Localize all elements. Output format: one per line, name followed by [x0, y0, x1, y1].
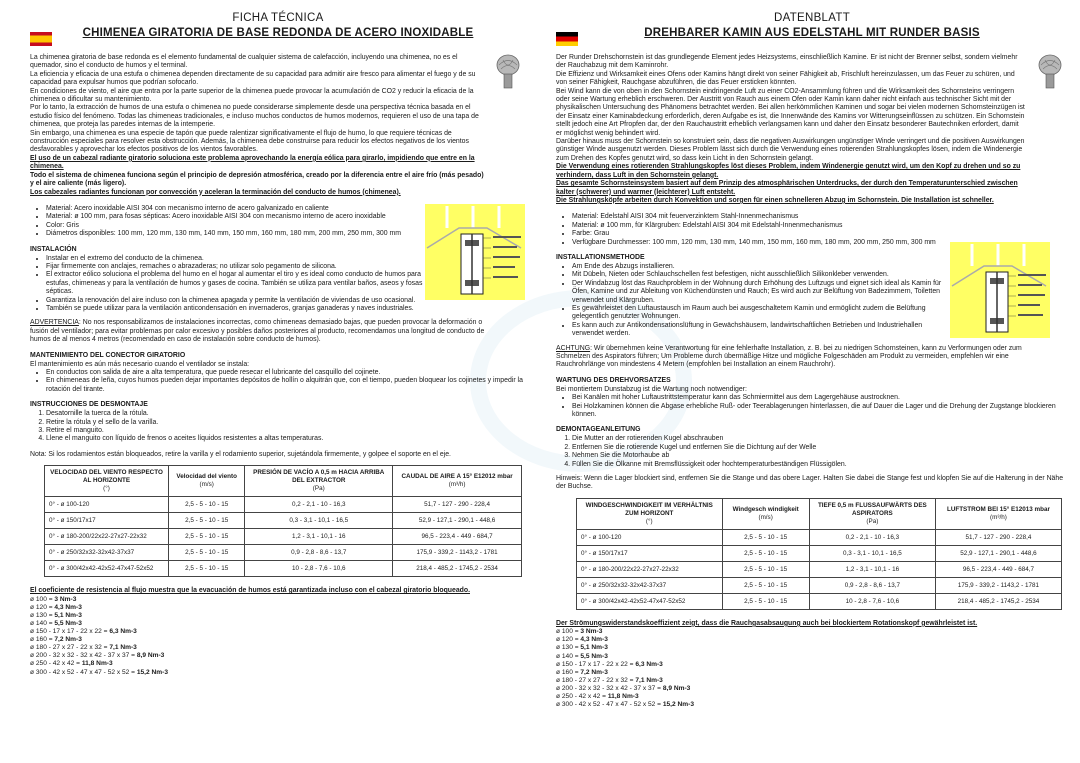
- maintenance-item: • Bei Holzkaminen können die Abgase erhebliche Ruß- oder Teerablagerungen hinterlassen, die auf Dauer die Lager und die Drehung der Zugstange blockieren können.: [572, 403, 1068, 420]
- maintenance-intro: Bei montiertem Dunstabzug ist die Wartung noch notwendiger:: [556, 385, 747, 393]
- coefficient-item: ø 150 - 17 x 17 - 22 x 22 = 6,3 Nm-3: [556, 660, 663, 668]
- install-item: • Der Windabzug löst das Rauchproblem in der Wohnung durch Erhöhung des Luftzugs und eignet sich ideal als Kamin für Öfen, Kamine und zur Ableitung von Küchendünsten und Rauch; Es wird auch zur Belüftung von Badezimmern, Toiletten verwendet und Klärgruben.: [572, 280, 952, 305]
- coefficient-item: ø 150 - 17 x 17 - 22 x 22 = 6,3 Nm-3: [30, 628, 137, 636]
- table-row: 0° - ø 150/17x17 2,5 - 5 - 10 - 15 0,3 - 3,1 - 10,1 - 16,5 52,9 - 127,1 - 290,1 - 448,6: [45, 513, 522, 529]
- disassembly-step: 2. Retire la rótula y el sello de la varilla.: [46, 419, 526, 427]
- coefficient-list: [30, 596, 526, 677]
- maintenance-item: • En chimeneas de leña, cuyos humos pueden dejar importantes depósitos de hollín o alquitrán que, con el tiempo, pueden bloquear los cojinetes y impedir la rotación del tirante.: [46, 377, 526, 394]
- coefficient-item: ø 200 - 32 x 32 - 32 x 42 - 37 x 37 = 8,9 Nm-3: [30, 652, 165, 660]
- german-subtitle: DREHBARER KAMIN AUS EDELSTAHL MIT RUNDER BASIS: [644, 27, 980, 39]
- spec-item: • Material: Acero inoxidable AISI 304 con mecanismo interno de acero galvanizado en caliente: [46, 205, 426, 213]
- spain-flag-icon: [30, 32, 52, 46]
- german-title: DATENBLATT: [773, 12, 851, 24]
- coefficient-item: ø 130 = 5,1 Nm-3: [556, 644, 608, 652]
- spec-item: • Farbe: Grau: [572, 230, 952, 238]
- coefficient-item: ø 300 - 42 x 52 - 47 x 47 - 52 x 52 = 15,2 Nm-3: [30, 668, 168, 676]
- maintenance-item: • En conductos con salida de aire a alta temperatura, que puede resecar el lubricante del casquillo del cojinete.: [46, 369, 526, 377]
- table-row: 0° - ø 250/32x32-32x42-37x37 2,5 - 5 - 10 - 15 0,9 - 2,8 - 8,6 - 13,7 175,9 - 339,2 - 1143,2 - 1781: [45, 545, 522, 561]
- paragraph: Die Effizienz und Wirksamkeit eines Ofens oder Kamins hängt direkt von seiner Fähigkeit ab, Frischluft hereinzulassen, um das Feuer zu schüren, und von seiner Fähigkeit, Rauchgase abzuführen, die das Feuer ersticken könnten.: [556, 70, 1015, 87]
- spanish-performance-table: [44, 465, 522, 577]
- disassembly-step: 3. Retire el manguito.: [46, 427, 526, 435]
- disassembly-title: DEMONTAGEANLEITUNG: [556, 426, 641, 434]
- disassembly-step: 4. Llene el manguito con líquido de frenos o aceites líquidos resistentes a altas temperaturas.: [46, 435, 526, 443]
- coefficient-item: ø 160 = 7,2 Nm-3: [30, 636, 82, 644]
- install-item: • El extractor eólico soluciona el problema del humo en el hogar al aumentar el tiro y es ideal como conducto de humos para estufas, chimeneas y para la ventilación de humos y gases de cocina. También se utiliza para ventilar baños, aseos y fosas sépticas.: [46, 271, 426, 296]
- bold-statement: El uso de un cabezal radiante giratorio soluciona este problema aprovechando la energía eólica para girarlo, impidiendo que entre en la chimenea.: [30, 154, 475, 171]
- coefficient-item: ø 180 - 27 x 27 - 22 x 32 = 7,1 Nm-3: [30, 644, 137, 652]
- coefficient-item: ø 100 = 3 Nm-3: [30, 595, 77, 603]
- coefficient-item: ø 200 - 32 x 32 - 32 x 42 - 37 x 37 = 8,9 Nm-3: [556, 684, 691, 692]
- coefficient-item: ø 140 = 5,5 Nm-3: [30, 619, 82, 627]
- install-item: • Garantiza la renovación del aire incluso con la chimenea apagada y permite la ventilación de viviendas de uso ocasional.: [46, 297, 426, 305]
- ventilator-photo-icon: [494, 54, 522, 90]
- install-item: • Instalar en el extremo del conducto de la chimenea.: [46, 255, 426, 263]
- coefficient-title: Der Strömungswiderstandskoeffizient zeigt, dass die Rauchgasabsaugung auch bei blockiertem Rotationskopf gewährleistet ist.: [556, 619, 978, 627]
- coefficient-item: ø 250 - 42 x 42 = 11,8 Nm-3: [30, 660, 113, 668]
- table-row: 0° - ø 100-120 2,5 - 5 - 10 - 15 0,2 - 2,1 - 10 - 16,3 51,7 - 127 - 290 - 228,4: [45, 497, 522, 513]
- coefficient-item: ø 130 = 5,1 Nm-3: [30, 611, 82, 619]
- coefficient-item: ø 140 = 5,5 Nm-3: [556, 652, 608, 660]
- note: Nota: Si los rodamientos están bloqueados, retire la varilla y el rodamiento superior, sujetándola firmemente, y golpee el soporte en el eje.: [30, 450, 451, 458]
- install-list: [556, 263, 952, 339]
- paragraph: Por lo tanto, la extracción de humos de una estufa o chimenea no puede considerarse simplemente desde una perspectiva técnica basada en el estudio físico del fenómeno. Todas las chimeneas tradicionales, e incluso muchos conductos de humos modernos, requieren el uso de una tapa de chimenea, que proteja las paredes internas de la intemperie.: [30, 104, 479, 129]
- spanish-subtitle: CHIMENEA GIRATORIA DE BASE REDONDA DE ACERO INOXIDABLE: [82, 27, 474, 39]
- maintenance-list: [30, 369, 526, 394]
- warning-text: : Wir übernehmen keine Verantwortung für eine fehlerhafte Installation, z. B. bei zu niedrigen Schornsteinen, kann zu Verformungen oder zum Schmelzen des Aspirators führen; Um Probleme durch übermäßige Hitze und mögliche Folgeschäden am Produkt zu vermeiden, empfehlen wir eine Rauchrohrlänge von mindestens 4 Metern (empfohlen bei Installation an einem Rauchrohr).: [556, 344, 1022, 369]
- install-item: • Fijar firmemente con anclajes, remaches o abrazaderas; no utilizar solo pegamento de silicona.: [46, 263, 426, 271]
- install-item: • Mit Dübeln, Nieten oder Schlauchschellen fest befestigen, nicht ausschließlich Silikonkleber verwenden.: [572, 271, 952, 279]
- install-item: • Am Ende des Abzugs installieren.: [572, 263, 952, 271]
- table-row: 0° - ø 180-200/22x22-27x27-22x32 2,5 - 5 - 10 - 15 1,2 - 3,1 - 10,1 - 16 96,5 - 223,4 - 449 - 684,7: [577, 561, 1062, 577]
- spec-item: • Material: Edelstahl AISI 304 mit feuerverzinktem Stahl-Innenmechanismus: [572, 213, 952, 221]
- disassembly-step: 1. Desatornille la tuerca de la rótula.: [46, 410, 526, 418]
- table-row: 0° - ø 150/17x17 2,5 - 5 - 10 - 15 0,3 - 3,1 - 10,1 - 16,5 52,9 - 127,1 - 290,1 - 448,6: [577, 545, 1062, 561]
- ventilator-diagram: [950, 242, 1050, 338]
- table-row: 0° - ø 180-200/22x22-27x27-22x32 2,5 - 5 - 10 - 15 1,2 - 3,1 - 10,1 - 16 96,5 - 223,4 - 449 - 684,7: [45, 529, 522, 545]
- table-header-row: [45, 466, 522, 497]
- spec-item: • Material: ø 100 mm, für Klärgruben: Edelstahl AISI 304 mit Edelstahl-Innenmechanismus: [572, 222, 952, 230]
- install-title: INSTALLATIONSMETHODE: [556, 253, 645, 261]
- bold-statement: Los cabezales radiantes funcionan por convección y aceleran la terminación del conducto de humos (chimenea).: [30, 188, 401, 196]
- coefficient-item: ø 300 - 42 x 52 - 47 x 47 - 52 x 52 = 15,2 Nm-3: [556, 701, 694, 709]
- spanish-header: [30, 12, 526, 54]
- maintenance-title: WARTUNG DES DREHVORSATZES: [556, 376, 671, 384]
- spanish-specs: [30, 205, 426, 239]
- bold-statement: Die Verwendung eines rotierenden Strahlungskopfes löst dieses Problem, indem Windenergie genutzt wird, um den Kopf zu drehen und so zu verhindern, dass Luft in den Schornstein gelangt.: [556, 163, 1021, 179]
- paragraph: La eficiencia y eficacia de una estufa o chimenea dependen directamente de su capacidad para admitir aire fresco para alimentar el fuego y de su capacidad para expulsar humos que podrían sofocarlo.: [30, 70, 476, 87]
- coefficient-item: ø 120 = 4,3 Nm-3: [30, 603, 82, 611]
- table-header-row: [577, 498, 1062, 529]
- coefficient-title: El coeficiente de resistencia al flujo muestra que la evacuación de humos está garantizada incluso con el cabezal giratorio bloqueado.: [30, 587, 470, 595]
- german-intro: [556, 54, 1026, 205]
- install-list: [30, 255, 426, 314]
- table-header: LUFTSTROM BEI 15° E12013 mbar (m³/h): [935, 498, 1061, 529]
- paragraph: Darüber hinaus muss der Schornstein so konstruiert sein, dass die negativen Auswirkungen ungünstiger Winde verringert und die positiven Auswirkungen günstiger Winde ausgenutzt werden. Dieses Problem lässt sich durch die Verwendung eines rotierenden Strahlungskopfes lösen, indem die Windenergie zum Drehen des Kopfes genutzt wird, so dass kein Licht in den Schornstein gelangt.: [556, 138, 1025, 162]
- table-header: WINDGESCHWINDIGKEIT IM VERHÄLTNIS ZUM HORIZONT (°): [577, 498, 723, 529]
- coefficient-item: ø 180 - 27 x 27 - 22 x 32 = 7,1 Nm-3: [556, 676, 663, 684]
- disassembly-step: 1. Die Mutter an der rotierenden Kugel abschrauben: [572, 435, 1068, 443]
- spec-item: • Material: ø 100 mm, para fosas sépticas: Acero inoxidable AISI 304 con mecanismo interno de acero inoxidable: [46, 213, 426, 221]
- table-row: 0° - ø 250/32x32-32x42-37x37 2,5 - 5 - 10 - 15 0,9 - 2,8 - 8,6 - 13,7 175,9 - 339,2 - 1143,2 - 1781: [577, 577, 1062, 593]
- ventilator-photo-icon: [1036, 54, 1064, 90]
- warning-label: ADVERTENCIA: [30, 319, 79, 327]
- install-item: • También se puede utilizar para la ventilación anticondensación en invernaderos, granjas ganaderas y naves industriales.: [46, 305, 426, 313]
- maintenance-list: [556, 394, 1068, 419]
- maintenance-intro: El mantenimiento es aún más necesario cuando el ventilador se instala:: [30, 360, 250, 368]
- coefficient-item: ø 160 = 7,2 Nm-3: [556, 668, 608, 676]
- paragraph: La chimenea giratoria de base redonda es el elemento fundamental de cualquier sistema de calefacción, incluyendo una chimenea, no es el quemador, sino el conducto de humos y el terminal.: [30, 54, 458, 70]
- table-row: 0° - ø 300/42x42-42x52-47x47-52x52 2,5 - 5 - 10 - 15 10 - 2,8 - 7,6 - 10,6 218,4 - 485,2 - 1745,2 - 2534: [45, 561, 522, 577]
- table-header: CAUDAL DE AIRE A 15° E12012 mbar (m³/h): [393, 466, 522, 497]
- table-row: 0° - ø 100-120 2,5 - 5 - 10 - 15 0,2 - 2,1 - 10 - 16,3 51,7 - 127 - 290 - 228,4: [577, 529, 1062, 545]
- spec-item: • Verfügbare Durchmesser: 100 mm, 120 mm, 130 mm, 140 mm, 150 mm, 160 mm, 180 mm, 200 mm, 250 mm, 300 mm: [572, 239, 952, 247]
- disassembly-step: 2. Entfernen Sie die rotierende Kugel und entfernen Sie die Dichtung auf der Welle: [572, 444, 1068, 452]
- disassembly-list: [556, 435, 1068, 469]
- table-header: VELOCIDAD DEL VIENTO RESPECTO AL HORIZONTE (°): [45, 466, 169, 497]
- table-row: 0° - ø 300/42x42-42x52-47x47-52x52 2,5 - 5 - 10 - 15 10 - 2,8 - 7,6 - 10,6 218,4 - 485,2 - 1745,2 - 2534: [577, 593, 1062, 609]
- install-item: • Es gewährleistet den Luftaustausch im Raum auch bei ausgeschaltetem Kamin und ermöglicht zudem die Belüftung gelegentlich genutzter Wohnungen.: [572, 305, 952, 322]
- german-header: [556, 12, 1068, 54]
- table-header: TIEFE 0,5 m FLUSSAUFWÄRTS DES ASPIRATORS (Pa): [809, 498, 935, 529]
- table-header: Velocidad del viento (m/s): [169, 466, 245, 497]
- german-specs: [556, 213, 952, 247]
- maintenance-item: • Bei Kanälen mit hoher Luftaustrittstemperatur kann das Schmiermittel aus dem Lagergehäuse austrocknen.: [572, 394, 1068, 402]
- table-header: Windgesch windigkeit (m/s): [722, 498, 809, 529]
- spec-item: • Diámetros disponibles: 100 mm, 120 mm, 130 mm, 140 mm, 150 mm, 160 mm, 180 mm, 200 mm, 250 mm, 300 mm: [46, 230, 426, 238]
- paragraph: Bei Wind kann die von oben in den Schornstein eindringende Luft zu einer CO2-Ansammlung führen und die Wirksamkeit des Schornsteins verringern oder seine Wartung erheblich erschweren. Der Austritt von Rauch aus einem Ofen oder Kamin kann daher nicht einfach aus technischer Sicht mit der physikalischen Untersuchung des Phänomens betrachtet werden. Bei allen herkömmlichen Kaminen und sogar bei vielen modernen Schornsteinzügen ist der Einsatz einer Kaminabdeckung erforderlich, deren Aufgabe es ist, die Innenwände des Kamins vor Witterungseinflüssen zu schützen. Ein Schornstein stellt jedoch eine Art Pfropfen dar, der den Rauchaustritt erheblich verlangsamen kann und daher den Einsatz besonderer Bautechniken erfordert, damit er möglichst wenig behindert wird.: [556, 87, 1025, 137]
- germany-flag-icon: [556, 32, 578, 46]
- paragraph: Der Runder Drehschornstein ist das grundlegende Element jedes Heizsystems, einschließlich Kamine. Er ist nicht der Brenner selbst, sondern vielmehr der Rauchabzug mit dem Kaminrohr.: [556, 54, 1018, 70]
- warning-text: : No nos responsabilizamos de instalaciones incorrectas, como chimeneas demasiado bajas, que pueden provocar la deformación o fusión del ventilador; para evitar problemas por calor excesivo y posibles daños posteriores al producto, recomendamos una longitud de conducto de humos de al menos 4 metros (recomendado en caso de instalación sobre conducto de humos).: [30, 319, 485, 344]
- german-column: [556, 8, 1068, 760]
- disassembly-step: 3. Nehmen Sie die Motorhaube ab: [572, 452, 1068, 460]
- maintenance-title: MANTENIMIENTO DEL CONECTOR GIRATORIO: [30, 351, 186, 359]
- disassembly-title: INSTRUCCIONES DE DESMONTAJE: [30, 401, 148, 409]
- german-performance-table: [576, 498, 1062, 610]
- bold-statement: Die Strahlungsköpfe arbeiten durch Konvektion und sorgen für einen schnelleren Abzug im Schornstein. Die Installation ist schneller.: [556, 196, 994, 204]
- warning-paragraph: [30, 319, 500, 344]
- note: Hinweis: Wenn die Lager blockiert sind, entfernen Sie die Stange und das obere Lager. Halten Sie dabei die Stange fest und klopfen Sie auf die Halterung in der Nähe der Buchse.: [556, 475, 1064, 491]
- table-header: PRESIÓN DE VACÍO A 0,5 m HACIA ARRIBA DEL EXTRACTOR (Pa): [245, 466, 393, 497]
- spanish-intro: [30, 54, 485, 197]
- spanish-column: [30, 8, 526, 760]
- install-item: • Es kann auch zur Antikondensationslüftung in Gewächshäusern, landwirtschaftlichen Betrieben und Industriehallen verwendet werden.: [572, 322, 952, 339]
- coefficient-list: [556, 628, 1068, 709]
- spanish-title: FICHA TÉCNICA: [232, 12, 324, 24]
- coefficient-item: ø 120 = 4,3 Nm-3: [556, 636, 608, 644]
- warning-paragraph: [556, 345, 1046, 370]
- warning-label: ACHTUNG: [556, 344, 591, 352]
- coefficient-item: ø 250 - 42 x 42 = 11,8 Nm-3: [556, 693, 639, 701]
- coefficient-item: ø 100 = 3 Nm-3: [556, 628, 603, 636]
- spec-item: • Color: Gris: [46, 222, 426, 230]
- bold-statement: Das gesamte Schornsteinsystem basiert auf dem Prinzip des atmosphärischen Unterdrucks, der durch den Temperaturunterschied zwischen kalter (schwerer) und warmer (leichterer) Luft entsteht.: [556, 180, 1018, 196]
- disassembly-list: [30, 410, 526, 444]
- paragraph: Sin embargo, una chimenea es una especie de tapón que puede ralentizar significativamente el flujo de humo, lo que requiere técnicas de construcción especiales para resolver esta obstrucción. Además, la chimenea debe construirse para reducir los efectos negativos de los vientos desfavorables y aprovechar los efectos positivos de los vientos favorables.: [30, 129, 469, 154]
- ventilator-diagram: [425, 204, 525, 300]
- paragraph: En condiciones de viento, el aire que entra por la parte superior de la chimenea puede provocar la acumulación de CO2 y reducir la eficacia de la chimenea o dificultar su mantenimiento.: [30, 87, 474, 104]
- bold-statement: Todo el sistema de chimenea funciona según el principio de depresión atmosférica, creado por la diferencia entre el aire frío (más pesado) y el aire caliente (más ligero).: [30, 171, 484, 188]
- disassembly-step: 4. Füllen Sie die Ölkanne mit Bremsflüssigkeit oder hochtemperaturbeständigen Flüssigölen.: [572, 461, 1068, 469]
- install-title: INSTALACIÓN: [30, 245, 77, 253]
